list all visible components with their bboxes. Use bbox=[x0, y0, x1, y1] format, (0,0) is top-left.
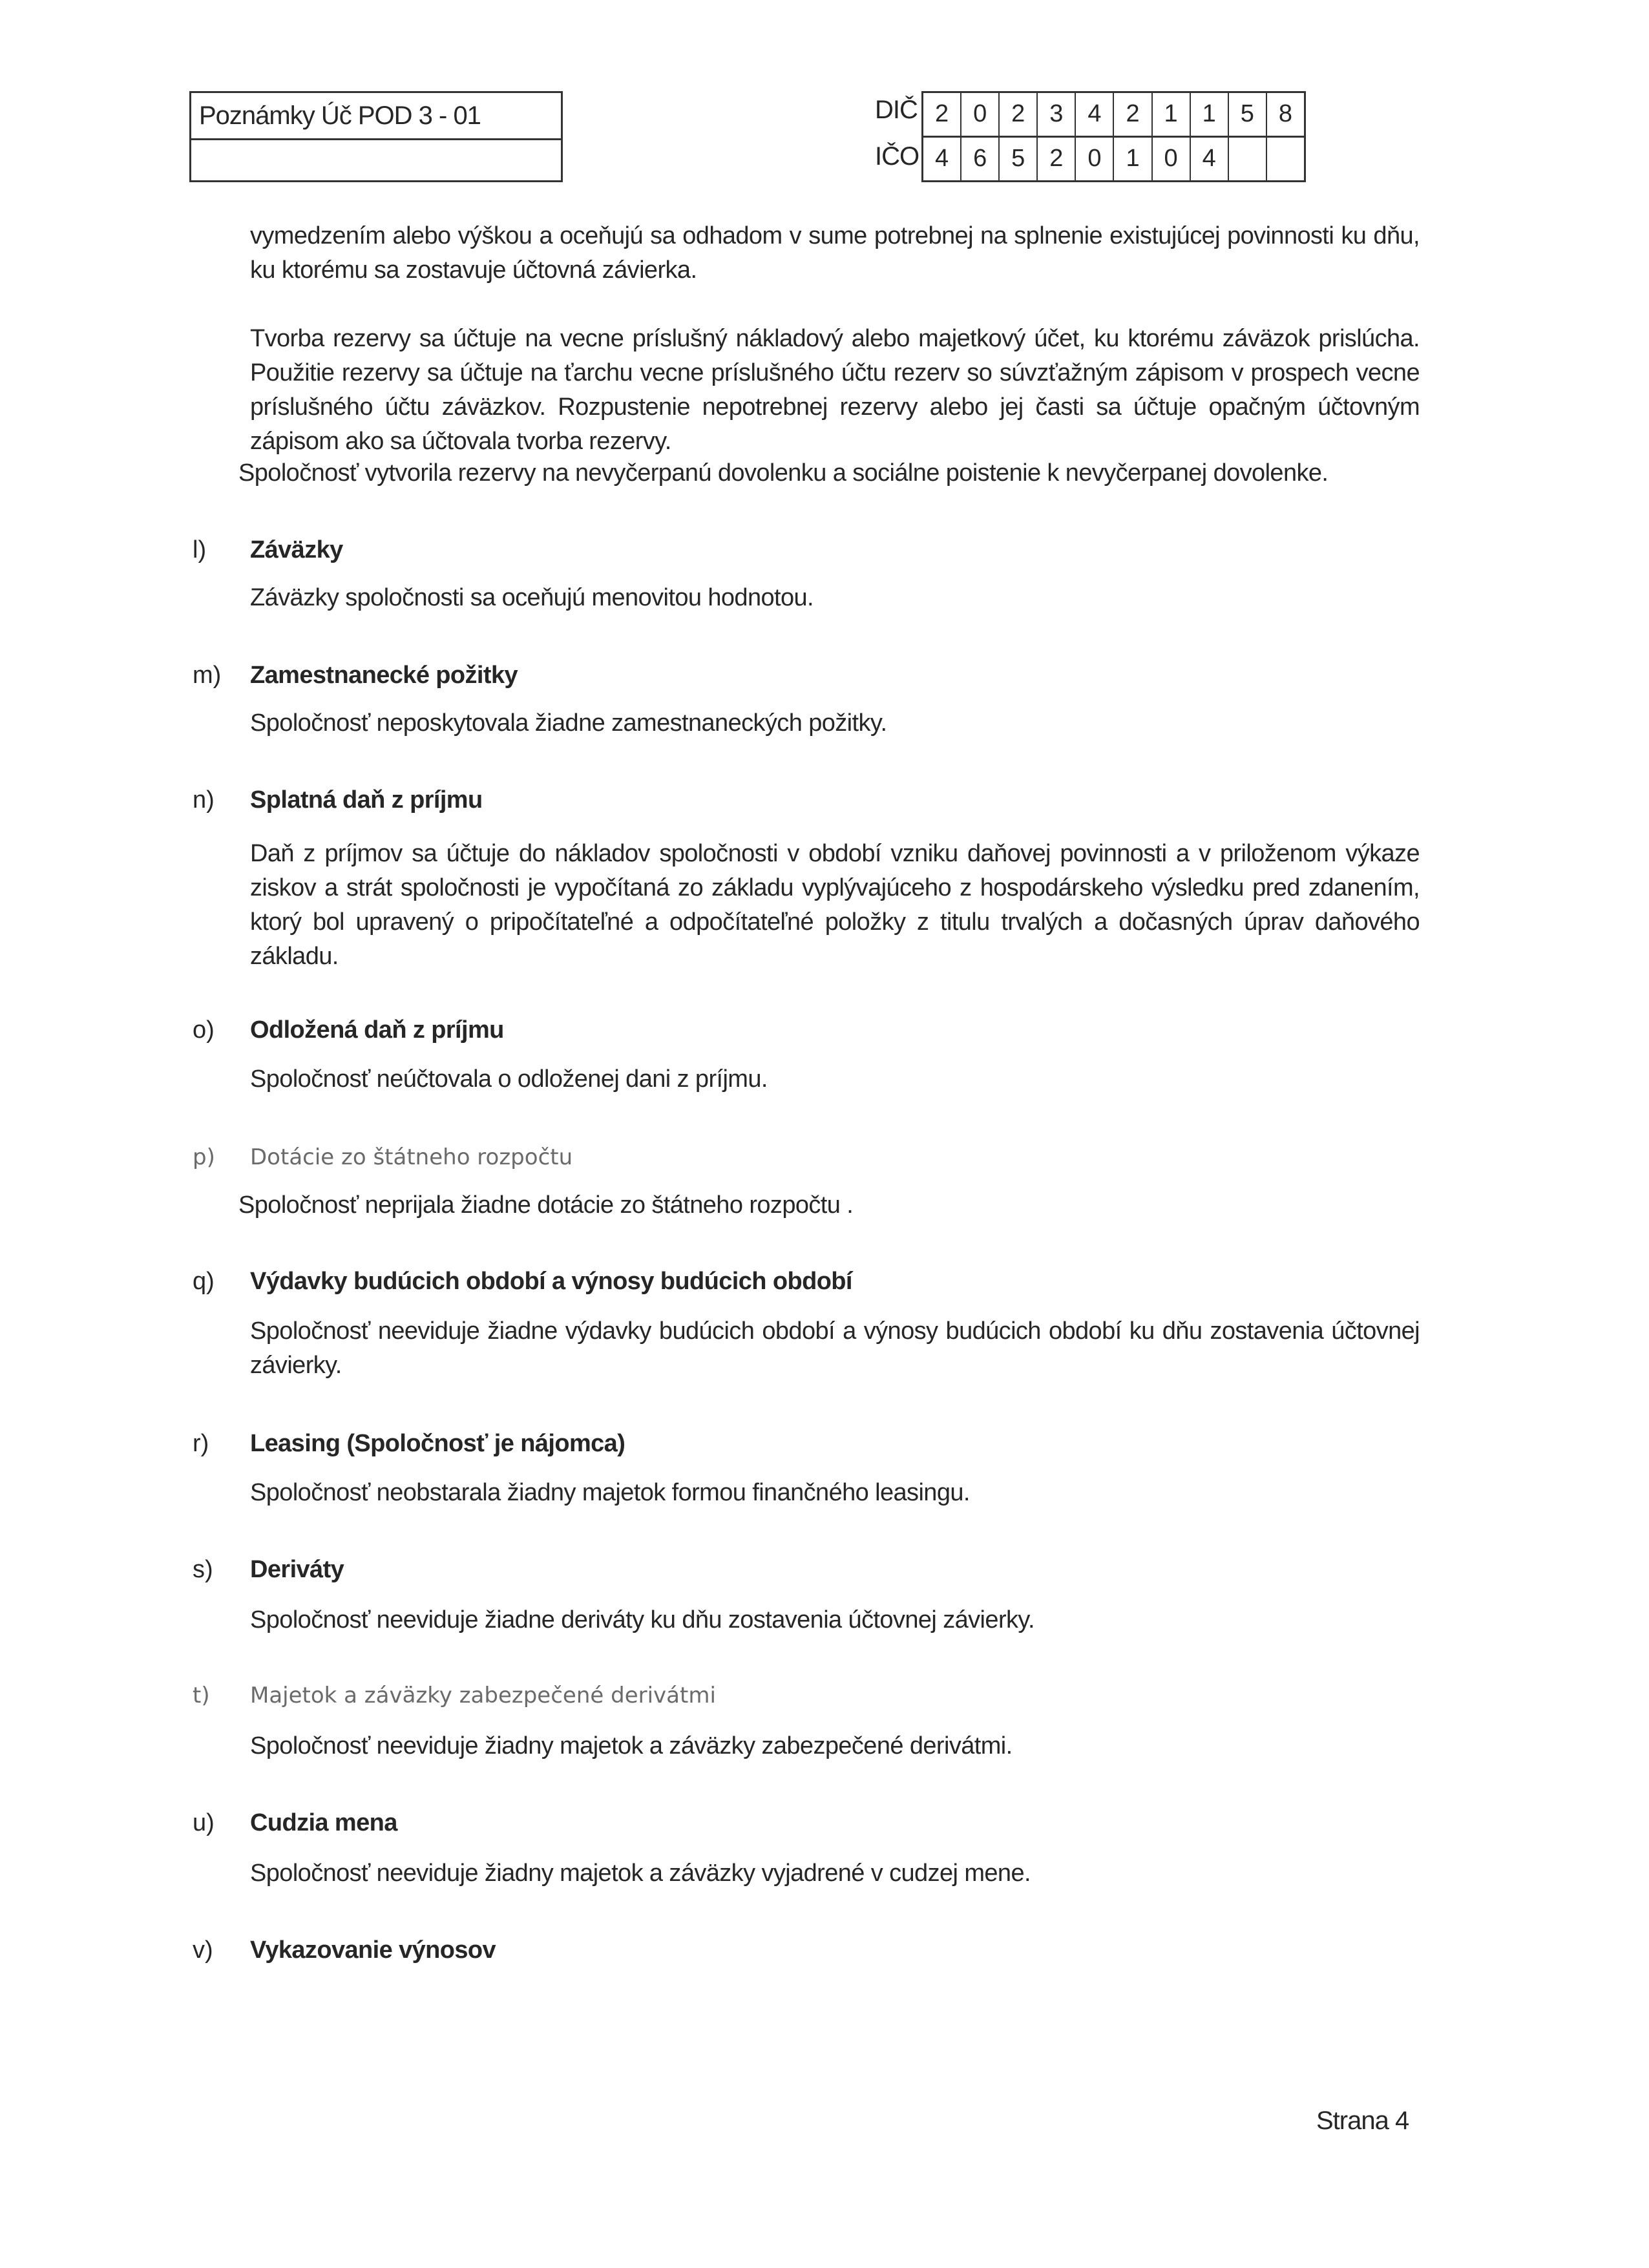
intro-paragraph-3: Spoločnosť vytvorila rezervy na nevyčerpanú dovolenku a sociálne poistenie k nevyčerpanej dovolenke. bbox=[238, 459, 1329, 487]
ico-digit bbox=[1229, 138, 1267, 180]
section-marker: n) bbox=[193, 786, 215, 814]
dic-digit: 1 bbox=[1191, 93, 1229, 136]
ico-digit: 6 bbox=[961, 138, 1000, 180]
intro-paragraph-1: vymedzením alebo výškou a oceňujú sa odhadom v sume potrebnej na splnenie existujúcej povinnosti ku dňu, ku ktorému sa zostavuje účtovná závierka. bbox=[250, 222, 1420, 284]
section-heading: Leasing (Spoločnosť je nájomca) bbox=[250, 1430, 625, 1457]
dic-digit: 1 bbox=[1153, 93, 1191, 136]
dic-digit: 8 bbox=[1278, 100, 1292, 127]
section-heading: Majetok a záväzky zabezpečené derivátmi bbox=[250, 1683, 716, 1708]
dic-digit: 2 bbox=[1000, 93, 1038, 136]
ico-digit bbox=[1267, 138, 1304, 180]
section-marker: u) bbox=[193, 1809, 215, 1836]
section-marker: q) bbox=[193, 1268, 215, 1295]
dic-grid bbox=[921, 91, 1306, 138]
section-text: Spoločnosť neobstarala žiadny majetok formou finančného leasingu. bbox=[250, 1479, 970, 1506]
section-text: Spoločnosť neposkytovala žiadne zamestnaneckých požitky. bbox=[250, 709, 887, 737]
ico-digit: 4 bbox=[923, 138, 961, 180]
intro-paragraph-2: Tvorba rezervy sa účtuje na vecne príslušný nákladový alebo majetkový účet, ku ktorému záväzok prislúcha. Použitie rezervy sa účtuje na ťarchu vecne príslušného účtu rezerv so súvzťažným zápisom v prospech vecne príslušného účtu záväzkov. Rozpustenie nepotrebnej rezervy alebo jej časti sa účtuje opačným účtovným zápisom ako sa účtovala tvorba rezervy. bbox=[250, 325, 1420, 455]
section-text: Spoločnosť neúčtovala o odloženej dani z príjmu. bbox=[250, 1066, 768, 1093]
section-text: Daň z príjmov sa účtuje do nákladov spoločnosti v období vzniku daňovej povinnosti a v priloženom výkaze ziskov a strát spoločnosti je vypočítaná zo základu vyplývajúceho z hospodárskeho výsledku pred zdanením, ktorý bol upravený o pripočítateľné a odpočítateľné položky z titulu trvalých a dočasných úprav daňového základu. bbox=[250, 840, 1420, 970]
ico-digit: 0 bbox=[1076, 138, 1114, 180]
section-heading: Záväzky bbox=[250, 536, 343, 563]
section-marker: v) bbox=[193, 1937, 213, 1964]
dic-digit: 2 bbox=[1114, 93, 1152, 136]
ico-digit: 0 bbox=[1153, 138, 1191, 180]
section-heading: Zamestnanecké požitky bbox=[250, 662, 518, 689]
dic-digit: 5 bbox=[1229, 93, 1267, 136]
section-text: Spoločnosť neeviduje žiadne deriváty ku dňu zostavenia účtovnej závierky. bbox=[250, 1606, 1035, 1633]
section-text: Spoločnosť neeviduje žiadny majetok a záväzky zabezpečené derivátmi. bbox=[250, 1732, 1013, 1759]
section-marker: m) bbox=[193, 662, 222, 689]
dic-digit: 2 bbox=[923, 93, 961, 136]
dic-digit: 3 bbox=[1038, 93, 1076, 136]
dic-digit: 0 bbox=[961, 93, 1000, 136]
page-number: Strana 4 bbox=[1316, 2106, 1409, 2135]
section-text: Spoločnosť neprijala žiadne dotácie zo štátneho rozpočtu . bbox=[238, 1192, 854, 1219]
section-heading: Dotácie zo štátneho rozpočtu bbox=[250, 1144, 573, 1170]
section-heading: Deriváty bbox=[250, 1556, 344, 1583]
ico-digit: 4 bbox=[1191, 138, 1229, 180]
section-marker: l) bbox=[193, 536, 207, 563]
section-marker: p) bbox=[193, 1144, 215, 1170]
section-heading: Cudzia mena bbox=[250, 1809, 397, 1836]
section-marker: r) bbox=[193, 1430, 209, 1457]
form-title: Poznámky Úč POD 3 - 01 bbox=[191, 93, 561, 140]
section-text: Spoločnosť neeviduje žiadne výdavky budúcich období a výnosy budúcich období ku dňu zostavenia účtovnej závierky. bbox=[250, 1318, 1420, 1379]
section-heading: Vykazovanie výnosov bbox=[250, 1937, 496, 1964]
ico-digit: 2 bbox=[1038, 138, 1076, 180]
section-marker: s) bbox=[193, 1556, 213, 1583]
ico-grid bbox=[921, 136, 1306, 182]
section-marker: o) bbox=[193, 1016, 215, 1044]
section-marker: t) bbox=[193, 1683, 210, 1708]
ico-label: IČO bbox=[875, 142, 919, 171]
section-heading: Odložená daň z príjmu bbox=[250, 1016, 504, 1044]
section-text: Záväzky spoločnosti sa oceňujú menovitou hodnotou. bbox=[250, 584, 814, 611]
section-heading: Výdavky budúcich období a výnosy budúcich období bbox=[250, 1268, 852, 1295]
dic-label: DIČ bbox=[875, 96, 918, 124]
ico-digit: 1 bbox=[1114, 138, 1152, 180]
form-title-box bbox=[189, 91, 563, 182]
section-text: Spoločnosť neeviduje žiadny majetok a záväzky vyjadrené v cudzej mene. bbox=[250, 1860, 1031, 1887]
dic-digit: 4 bbox=[1076, 93, 1114, 136]
ico-digit: 5 bbox=[1000, 138, 1038, 180]
section-heading: Splatná daň z príjmu bbox=[250, 786, 483, 814]
